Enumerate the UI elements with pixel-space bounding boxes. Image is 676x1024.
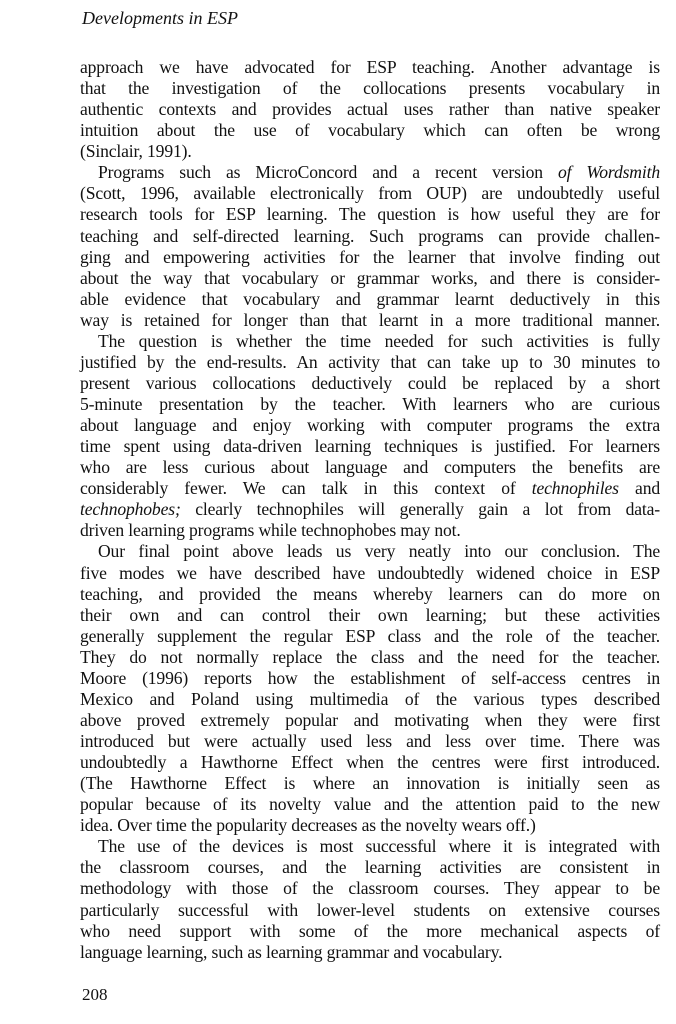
page-number: 208 (82, 985, 108, 1004)
text-line (80, 289, 660, 310)
italic-text: technophiles (531, 478, 619, 499)
text-line (80, 689, 660, 710)
body-text (80, 57, 660, 963)
text-line (80, 183, 660, 204)
text-segment: popular because of its novelty value and the attention paid to the new (80, 794, 660, 815)
text-line (80, 57, 660, 78)
text-segment: Moore (1996) reports how the establishment of self-access centres in (80, 667, 660, 688)
text-line (80, 710, 660, 731)
text-segment: considerably fewer. We can talk in this context of (80, 478, 532, 499)
text-line (80, 247, 660, 268)
text-line (80, 773, 660, 794)
text-line (80, 331, 660, 352)
text-segment: The use of the devices is most successful where it is integrated with (98, 836, 660, 857)
text-line (80, 815, 660, 836)
text-line (80, 141, 660, 162)
text-line (80, 731, 660, 752)
italic-text: technophobes; (80, 499, 181, 520)
text-line (80, 541, 660, 562)
text-line (80, 605, 660, 626)
text-segment: about the way that vocabulary or grammar works, and there is consider- (80, 267, 660, 288)
text-line (80, 942, 660, 963)
text-segment: (Scott, 1996, available electronically from OUP) are undoubtedly useful (80, 183, 660, 204)
text-segment: driven learning programs while technophobes may not. (80, 520, 461, 541)
text-segment: (The Hawthorne Effect is where an innovation is initially seen as (80, 773, 660, 794)
text-segment: time spent using data-driven learning techniques is justified. For learners (80, 436, 660, 457)
text-line (80, 204, 660, 225)
text-line (80, 436, 660, 457)
text-segment: present various collocations deductively could be replaced by a short (80, 372, 660, 393)
text-segment: methodology with those of the classroom courses. They appear to be (80, 878, 660, 899)
text-segment: justified by the end-results. An activity that can take up to 30 minutes to (80, 351, 660, 372)
text-segment: authentic contexts and provides actual uses rather than native speaker (80, 99, 660, 120)
text-segment: research tools for ESP learning. The question is how useful they are for (80, 204, 660, 225)
text-segment: They do not normally replace the class and the need for the teacher. (80, 646, 660, 667)
text-segment: above proved extremely popular and motivating when they were first (80, 709, 660, 730)
text-line (80, 478, 660, 499)
text-line (80, 836, 660, 857)
text-segment: way is retained for longer than that learnt in a more traditional manner. (80, 309, 660, 330)
text-line (80, 584, 660, 605)
text-segment: language learning, such as learning grammar and vocabulary. (80, 941, 503, 962)
text-segment: Programs such as MicroConcord and a recent version (98, 162, 558, 183)
text-line (80, 120, 660, 141)
text-segment: 5-minute presentation by the teacher. With learners who are curious (80, 394, 660, 414)
text-segment: Our final point above leads us very neatly into our conclusion. The (98, 541, 660, 562)
text-segment: intuition about the use of vocabulary which can often be wrong (80, 120, 660, 141)
text-line (80, 520, 660, 541)
text-line (80, 226, 660, 247)
text-segment: teaching, and provided the means whereby learners can do more on (80, 583, 660, 604)
text-segment: teaching and self-directed learning. Such programs can provide challen- (80, 225, 660, 246)
text-line (80, 857, 660, 878)
text-line (80, 752, 660, 773)
text-line (80, 415, 660, 436)
text-segment: ging and empowering activities for the learner that involve finding out (80, 246, 660, 267)
text-line (80, 626, 660, 647)
text-segment: introduced but were actually used less and less over time. There was (80, 731, 660, 751)
text-segment: approach we have advocated for ESP teaching. Another advantage is (80, 57, 660, 77)
text-segment: and (618, 478, 661, 499)
text-line (80, 310, 660, 331)
text-segment: clearly technophiles will generally gain a lot from data- (180, 499, 660, 520)
text-line (80, 457, 660, 478)
text-segment: who are less curious about language and computers the benefits are (80, 457, 660, 478)
text-segment: who need support with some of the more mechanical aspects of (80, 920, 660, 941)
text-segment: (Sinclair, 1991). (80, 141, 192, 162)
text-segment: about language and enjoy working with computer programs the extra (80, 415, 660, 436)
text-line (80, 99, 660, 120)
text-line (80, 162, 660, 183)
text-line (80, 78, 660, 99)
text-segment: their own and can control their own learning; but these activities (80, 604, 660, 625)
text-segment: that the investigation of the collocations presents vocabulary in (80, 78, 660, 99)
text-line (80, 878, 660, 899)
text-segment: idea. Over time the popularity decreases as the novelty wears off.) (80, 815, 536, 836)
text-line (80, 900, 660, 921)
italic-text: of Wordsmith (557, 162, 660, 183)
text-line (80, 352, 660, 373)
text-line (80, 394, 660, 415)
text-segment: able evidence that vocabulary and grammar learnt deductively in this (80, 288, 660, 309)
running-header: Developments in ESP (82, 8, 238, 28)
text-line (80, 373, 660, 394)
text-line (80, 794, 660, 815)
text-segment: undoubtedly a Hawthorne Effect when the centres were first introduced. (80, 752, 660, 773)
text-line (80, 499, 660, 520)
text-segment: five modes we have described have undoubtedly widened choice in ESP (80, 562, 660, 583)
text-segment: The question is whether the time needed for such activities is fully (98, 330, 660, 351)
text-segment: particularly successful with lower-level students on extensive courses (80, 899, 660, 920)
text-line (80, 268, 660, 289)
text-line (80, 647, 660, 668)
text-line (80, 563, 660, 584)
text-segment: generally supplement the regular ESP class and the role of the teacher. (80, 625, 660, 646)
text-segment: the classroom courses, and the learning activities are consistent in (80, 857, 660, 878)
text-line (80, 921, 660, 942)
text-segment: Mexico and Poland using multimedia of the various types described (80, 688, 660, 709)
text-line (80, 668, 660, 689)
